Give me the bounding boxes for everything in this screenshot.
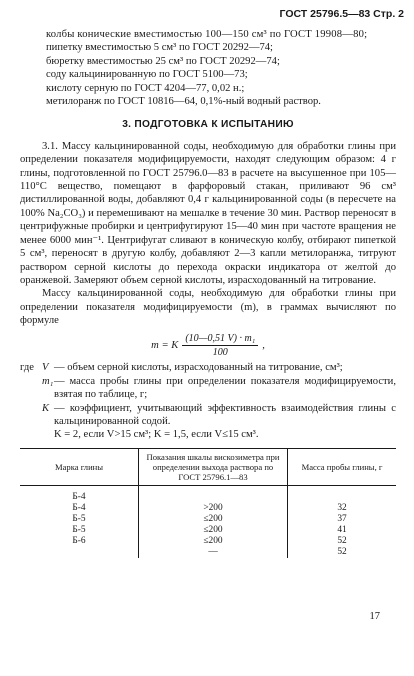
table-cell: ≤200	[139, 536, 288, 547]
table-row	[20, 514, 396, 525]
material-item: метилоранж по ГОСТ 10816—64, 0,1%-ный водный раствор.	[46, 96, 321, 108]
material-item: пипетку вместимостью 5 см³ по ГОСТ 20292—74;	[46, 42, 273, 54]
table-cell: —	[139, 547, 288, 558]
document-body	[20, 28, 396, 558]
table-header-cell: Масса пробы глины, г	[288, 448, 397, 485]
table-cell	[139, 485, 288, 503]
paragraph-3-1: 3.1. Массу кальцинированной соды, необходимую для обработки глины при определении показателя модифицируемости, находят следующим образом: 4 г глины, подготовленной по ГОСТ 25796.0—83 в расчете на высушенное при 105—110°С вещество, помещают в фарфоровый стакан, приливают 96 см³ дистиллированной воды, добавляют 0,4 г кальцинированной соды (в пересчете на 100% Na₂CO₃) и перемешивают на мешалке в течение 30 мин. Раствор переносят в центрифужные пробирки и центрифугируют 15—40 мин при частоте вращения не менее 6000 мин⁻¹. Центрифугат сливают в коническую колбу, отбирают пипеткой 5 см³, переносят в другую колбу, добавляют 2—3 капли метилоранжа, титруют раствором серной кислоты до перехода окраски индикатора от желтой до оранжевой. Замеряют объем серной кислоты, израсходованный на титрование.	[20, 140, 396, 286]
definition-spacer	[20, 375, 42, 402]
definition-symbol: m₁	[42, 375, 54, 387]
formula-fraction	[182, 332, 258, 360]
table-cell: 52	[288, 536, 397, 547]
table-cell: 41	[288, 525, 397, 536]
table-cell: ≤200	[139, 514, 288, 525]
definition-symbol: K	[42, 402, 50, 414]
page-header: ГОСТ 25796.5—83 Стр. 2	[279, 8, 404, 20]
table-cell: Б-4	[72, 502, 86, 513]
definition-row	[20, 361, 396, 374]
table-cell	[20, 547, 139, 558]
table-row	[20, 536, 396, 547]
material-item: кислоту серную по ГОСТ 4204—77, 0,02 н.;	[46, 82, 245, 94]
table-cell: >200	[139, 503, 288, 514]
paragraph-formula-intro: Массу кальцинированной соды, необходимую для обработки глины при определении показателя модифицируемости (m), в граммах вычисляют по формуле	[20, 288, 396, 327]
formula	[20, 332, 396, 360]
table-cell	[288, 485, 397, 503]
formula-lhs: m = K	[151, 339, 179, 351]
table-cell: Б-5	[72, 513, 86, 524]
formula-numerator: (10—0,51 V) · m₁	[182, 332, 258, 346]
table-row	[20, 503, 396, 514]
definition-row	[20, 402, 396, 429]
table-row	[20, 525, 396, 536]
table-header-cell: Показания шкалы вискозиметра при определении выхода раствора по ГОСТ 25796.1—83	[139, 448, 288, 485]
material-item: колбы конические вместимостью 100—150 см³ по ГОСТ 19908—80;	[46, 29, 368, 40]
material-item: соду кальцинированную по ГОСТ 5100—73;	[46, 69, 248, 81]
definition-spacer	[20, 402, 42, 429]
page-number: 17	[369, 611, 380, 622]
definition-prefix: где	[20, 362, 34, 374]
definition-row	[20, 375, 396, 402]
definition-text: — масса пробы глины при определении показателя модифицируемости, взятая по таблице, г;	[54, 375, 396, 401]
formula-denominator: 100	[212, 346, 228, 358]
table-cell: Б-5	[72, 524, 86, 535]
table-cell: 32	[288, 503, 397, 514]
sample-mass-table	[20, 448, 396, 558]
table-cell: Б-6	[72, 535, 86, 546]
table-row	[20, 547, 396, 558]
table-cell: ≤200	[139, 525, 288, 536]
table-cell: Б-4	[72, 491, 86, 502]
table-row	[20, 485, 396, 503]
definitions	[20, 361, 396, 441]
definition-symbol: V	[42, 362, 49, 374]
table-cell: 37	[288, 514, 397, 525]
section-title: 3. ПОДГОТОВКА К ИСПЫТАНИЮ	[122, 119, 294, 131]
definition-text: — объем серной кислоты, израсходованный на титрование, см³;	[54, 362, 343, 374]
k-values: K = 2, если V>15 см³; K = 1,5, если V≤15 см³.	[54, 429, 259, 441]
table-cell: 52	[288, 547, 397, 558]
table-header-cell: Марка глины	[20, 448, 139, 485]
table-header-row	[20, 448, 396, 485]
definition-text: — коэффициент, учитывающий эффективность взаимодействия глины с кальцинированной содой.	[54, 402, 396, 427]
material-item: бюретку вместимостью 25 см³ по ГОСТ 20292—74;	[46, 55, 280, 67]
formula-trail: ,	[262, 339, 265, 351]
